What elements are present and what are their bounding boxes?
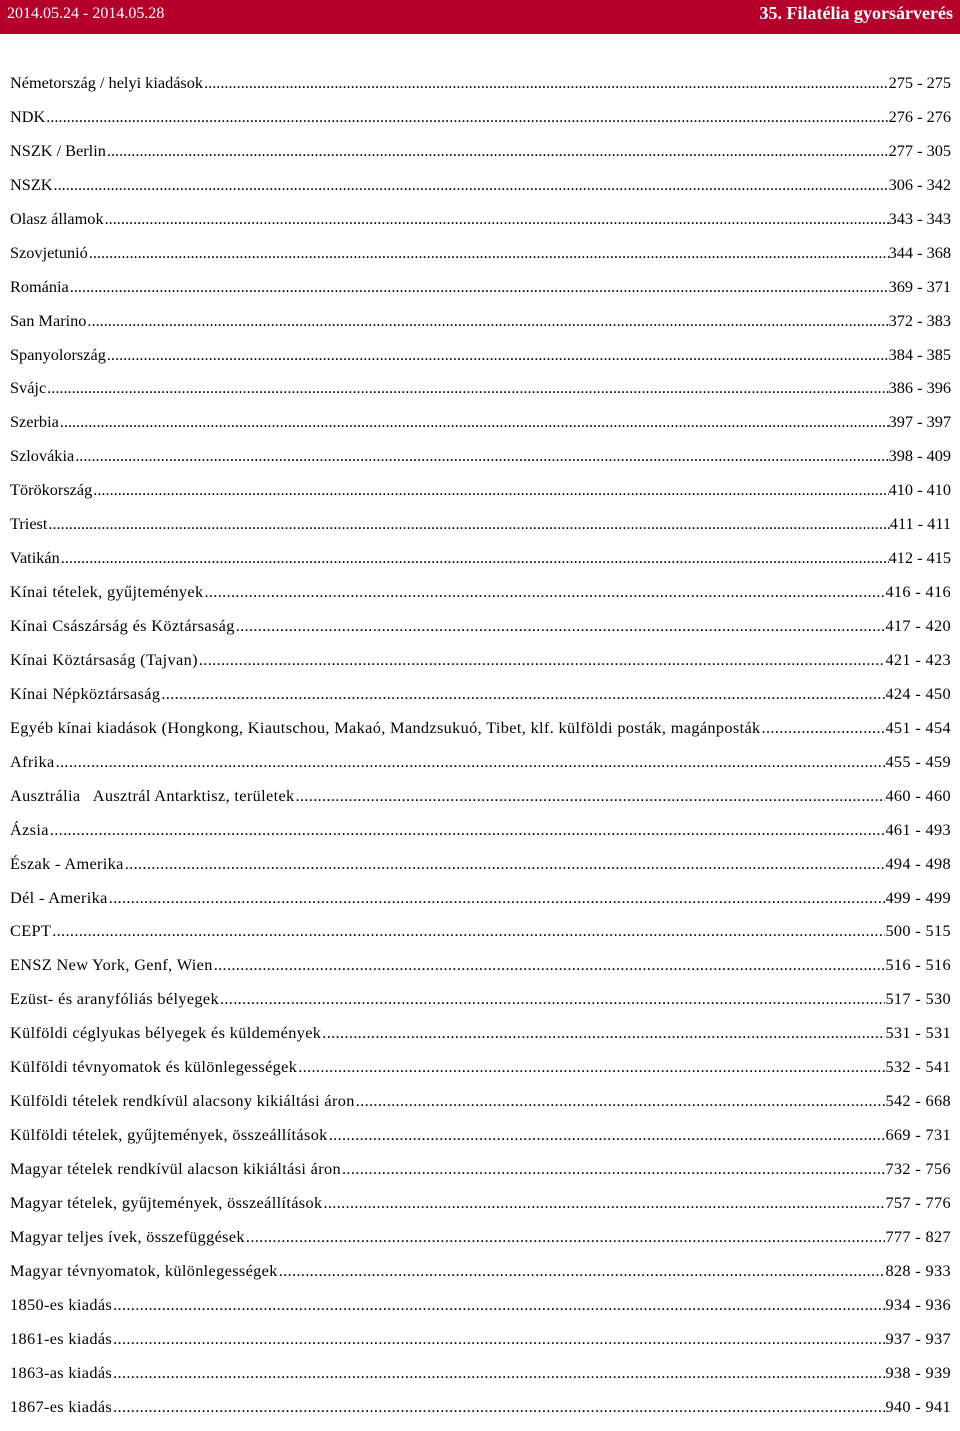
toc-entry-label: NSZK / Berlin [10,140,106,160]
toc-entry-lot-range: 542 - 668 [885,1091,951,1111]
toc-entry [10,1397,951,1431]
toc-entry-label: Törökország [10,480,93,500]
toc-dot-leader [54,175,889,195]
toc-entry-label: Kínai Köztársaság (Tajvan) [10,649,198,669]
toc-entry-label: Kínai Népköztársaság [10,683,161,703]
toc-entry-lot-range: 372 - 383 [888,310,951,330]
toc-dot-leader [109,888,886,908]
toc-dot-leader [52,921,885,941]
toc-entry [10,1091,951,1125]
toc-dot-leader [46,107,888,127]
toc-entry-label: CEPT [10,921,52,941]
auction-title: 35. Filatélia gyorsárverés [759,3,953,23]
toc-entry-lot-range: 411 - 411 [889,514,951,534]
toc-entry-lot-range: 940 - 941 [885,1396,951,1416]
toc-entry-lot-range: 516 - 516 [885,955,951,975]
toc-entry [10,73,951,107]
toc-dot-leader [762,718,886,738]
toc-entry [10,616,951,650]
toc-dot-leader [113,1329,885,1349]
toc-entry [10,1295,951,1329]
toc-entry [10,243,951,277]
toc-entry-lot-range: 499 - 499 [885,887,951,907]
toc-dot-leader [356,1091,886,1111]
toc-dot-leader [161,684,885,704]
toc-entry-label: Afrika [10,751,55,771]
toc-entry-label: Németország / helyi kiadások [10,73,204,92]
toc-entry-lot-range: 937 - 937 [885,1328,951,1348]
toc-entry-label: Magyar tévnyomatok, különlegességek [10,1260,278,1280]
toc-entry-lot-range: 410 - 410 [888,480,951,500]
toc-dot-leader [113,1397,885,1417]
toc-entry-lot-range: 494 - 498 [885,853,951,873]
toc-entry [10,1125,951,1159]
toc-entry-label: Románia [10,276,69,296]
toc-entry [10,141,951,175]
toc-entry [10,1261,951,1295]
toc-entry-label: Olasz államok [10,208,104,228]
toc-entry-label: Észak - Amerika [10,853,124,873]
toc-entry-label: 1850-es kiadás [10,1294,113,1314]
toc-entry-label: 1867-es kiadás [10,1396,113,1416]
toc-entry-label: Magyar teljes ívek, összefüggések [10,1226,245,1246]
page-header [0,0,960,34]
toc-entry [10,1193,951,1227]
toc-dot-leader [279,1261,886,1281]
toc-entry-label: Svájc [10,378,47,398]
toc-entry [10,684,951,718]
toc-dot-leader [236,616,886,636]
toc-entry-lot-range: 421 - 423 [885,649,951,669]
toc-entry [10,921,951,955]
toc-entry-lot-range: 517 - 530 [885,989,951,1009]
toc-entry [10,1329,951,1363]
toc-entry-label: 1861-es kiadás [10,1328,113,1348]
toc-dot-leader [204,582,885,602]
toc-entry-label: NSZK [10,174,53,194]
toc-entry-label: Szerbia [10,412,59,432]
toc-entry [10,1057,951,1091]
toc-entry-label: Ezüst- és aranyfóliás bélyegek [10,989,219,1009]
toc-dot-leader [50,820,886,840]
toc-dot-leader [56,752,886,772]
toc-dot-leader [61,548,889,568]
toc-entry [10,446,951,480]
toc-entry-label: NDK [10,106,46,126]
toc-entry [10,311,951,345]
toc-entry-label: San Marino [10,310,87,330]
toc-entry-lot-range: 398 - 409 [888,446,951,466]
toc-entry-lot-range: 938 - 939 [885,1362,951,1382]
toc-dot-leader [70,277,889,297]
toc-entry-lot-range: 277 - 305 [888,140,951,160]
toc-entry-lot-range: 343 - 343 [888,208,951,228]
toc-dot-leader [329,1125,886,1145]
toc-entry [10,786,951,820]
toc-entry-label: Szovjetunió [10,242,88,262]
toc-dot-leader [296,786,886,806]
toc-entry-lot-range: 417 - 420 [885,616,951,635]
toc-entry [10,412,951,446]
toc-entry-lot-range: 412 - 415 [888,548,951,568]
toc-entry-lot-range: 369 - 371 [888,276,951,296]
toc-entry-lot-range: 275 - 275 [888,73,951,92]
toc-entry-label: Triest [10,514,48,534]
toc-entry [10,378,951,412]
toc-entry [10,854,951,888]
toc-dot-leader [246,1227,886,1247]
toc-entry-label: Dél - Amerika [10,887,108,907]
toc-entry-label: Külföldi tételek, gyűjtemények, összeállítások [10,1125,328,1145]
toc-entry-lot-range: 306 - 342 [888,174,951,194]
toc-entry-lot-range: 344 - 368 [888,242,951,262]
toc-entry [10,1159,951,1193]
toc-entry-lot-range: 934 - 936 [885,1294,951,1314]
toc-dot-leader [298,1057,885,1077]
toc-entry-lot-range: 460 - 460 [885,785,951,805]
toc-entry-lot-range: 424 - 450 [885,683,951,703]
toc-entry-label: ENSZ New York, Genf, Wien [10,955,213,975]
toc-entry-label: Ausztrália Ausztrál Antarktisz, területek [10,785,295,805]
toc-dot-leader [199,650,886,670]
toc-entry [10,718,951,752]
toc-entry-lot-range: 531 - 531 [885,1023,951,1043]
toc-entry-lot-range: 669 - 731 [885,1125,951,1145]
toc-dot-leader [342,1159,885,1179]
toc-entry [10,480,951,514]
toc-entry-label: Külföldi tételek rendkívül alacsony kikiáltási áron [10,1091,355,1111]
toc-entry-lot-range: 455 - 459 [885,751,951,771]
toc-dot-leader [48,514,889,534]
toc-entry-label: Szlovákia [10,446,75,466]
toc-dot-leader [113,1363,885,1383]
toc-entry [10,345,951,379]
toc-entry-lot-range: 500 - 515 [885,921,951,941]
toc-entry [10,175,951,209]
toc-entry [10,820,951,854]
toc-dot-leader [107,141,889,161]
toc-entry-lot-range: 386 - 396 [888,378,951,398]
toc-entry [10,888,951,922]
toc-dot-leader [107,345,889,365]
table-of-contents [10,73,951,1431]
toc-dot-leader [125,854,886,874]
toc-entry-label: Kínai Császárság és Köztársaság [10,616,235,635]
toc-entry [10,650,951,684]
toc-entry [10,582,951,616]
toc-entry [10,989,951,1023]
toc-entry-label: Kínai tételek, gyűjtemények [10,582,204,602]
toc-entry-label: Magyar tételek rendkívül alacson kikiáltási áron [10,1159,342,1178]
toc-dot-leader [89,243,889,263]
toc-entry-lot-range: 757 - 776 [885,1192,951,1212]
toc-entry-label: Ázsia [10,819,49,839]
toc-entry-lot-range: 416 - 416 [885,582,951,602]
toc-entry-label: Egyéb kínai kiadások (Hongkong, Kiautschou, Makaó, Mandzsukuó, Tibet, klf. külföldi posták, magánposták [10,717,761,737]
toc-dot-leader [214,955,886,975]
toc-entry-lot-range: 276 - 276 [888,106,951,126]
toc-entry-label: Magyar tételek, gyűjtemények, összeállítások [10,1192,323,1212]
toc-entry-lot-range: 461 - 493 [885,819,951,839]
toc-dot-leader [75,446,888,466]
toc-entry [10,209,951,243]
toc-entry [10,1363,951,1397]
toc-entry-label: Vatikán [10,548,60,568]
toc-entry-label: Spanyolország [10,344,106,364]
toc-dot-leader [60,412,889,432]
toc-dot-leader [220,989,885,1009]
toc-dot-leader [113,1295,885,1315]
toc-entry [10,1023,951,1057]
toc-dot-leader [204,73,889,93]
toc-dot-leader [322,1023,885,1043]
toc-entry [10,514,951,548]
toc-entry-label: Külföldi tévnyomatok és különlegességek [10,1057,298,1077]
toc-entry-label: Külföldi céglyukas bélyegek és küldemények [10,1023,322,1043]
toc-entry [10,955,951,989]
toc-dot-leader [47,378,888,398]
toc-entry [10,107,951,141]
toc-entry-lot-range: 732 - 756 [885,1159,951,1178]
toc-entry-lot-range: 828 - 933 [885,1260,951,1280]
toc-dot-leader [105,209,889,229]
toc-entry-lot-range: 384 - 385 [888,344,951,364]
toc-dot-leader [87,311,888,331]
toc-entry-lot-range: 777 - 827 [885,1226,951,1246]
toc-dot-leader [93,480,888,500]
toc-dot-leader [323,1193,885,1213]
auction-dates: 2014.05.24 - 2014.05.28 [7,5,165,22]
toc-entry [10,548,951,582]
toc-entry-lot-range: 397 - 397 [888,412,951,432]
toc-entry [10,752,951,786]
toc-entry-label: 1863-as kiadás [10,1362,113,1382]
toc-entry-lot-range: 532 - 541 [885,1057,951,1077]
toc-entry-lot-range: 451 - 454 [885,717,951,737]
toc-entry [10,1227,951,1261]
toc-entry [10,277,951,311]
